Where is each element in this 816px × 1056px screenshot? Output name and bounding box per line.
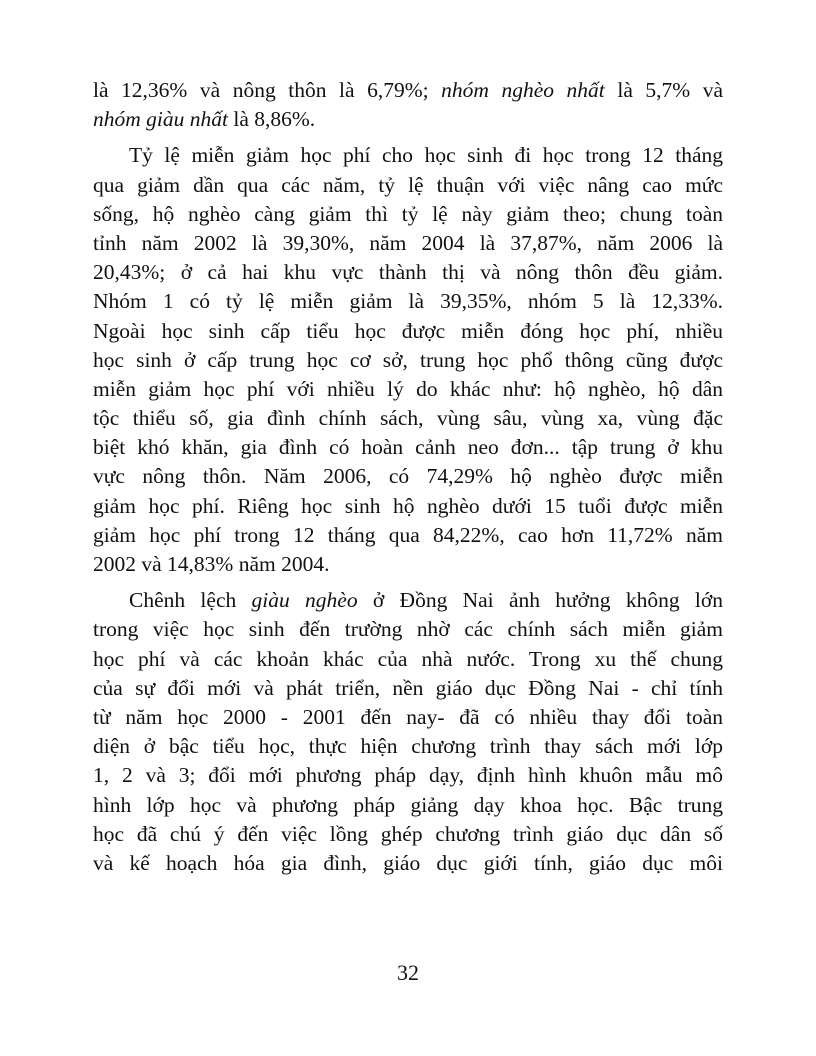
text-run: học sinh ở cấp trung học cơ sở, trung học phổ thông cũng được (93, 347, 723, 372)
text-run: diện ở bậc tiểu học, thực hiện chương trình thay sách mới lớp (93, 734, 723, 759)
text-run: trong việc học sinh đến trường nhờ các chính sách miễn giảm (93, 617, 723, 642)
text-run: là 8,86%. (227, 107, 316, 132)
body-text (93, 76, 723, 878)
text-line (93, 76, 723, 105)
text-run: tộc thiểu số, gia đình chính sách, vùng sâu, vùng xa, vùng đặc (93, 406, 723, 431)
text-run: là 5,7% và (604, 78, 724, 102)
text-line (93, 375, 723, 404)
text-line (93, 703, 723, 732)
text-run: qua giảm dần qua các năm, tỷ lệ thuận với việc nâng cao mức (93, 172, 723, 197)
text-run: giảm học phí trong 12 tháng qua 84,22%, cao hơn 11,72% năm (93, 522, 723, 547)
text-run: sống, hộ nghèo càng giảm thì tỷ lệ này giảm theo; chung toàn (93, 201, 723, 226)
text-line (93, 171, 723, 200)
text-line (93, 492, 723, 521)
text-line (93, 346, 723, 375)
paragraph (93, 141, 723, 579)
paragraph (93, 586, 723, 878)
text-run: miễn giảm học phí với nhiều lý do khác như: hộ nghèo, hộ dân (93, 376, 723, 401)
text-line (93, 258, 723, 287)
text-line (93, 462, 723, 491)
text-line (93, 229, 723, 258)
text-line (93, 317, 723, 346)
paragraph-gap (93, 134, 723, 141)
text-line (93, 645, 723, 674)
text-line (93, 200, 723, 229)
page-number: 32 (397, 960, 419, 985)
text-line (93, 433, 723, 462)
italic-phrase: nhóm nghèo nhất (441, 78, 605, 102)
text-line (93, 791, 723, 820)
text-run: của sự đổi mới và phát triển, nền giáo dục Đồng Nai - chỉ tính (93, 675, 723, 700)
text-line (93, 820, 723, 849)
text-run: 20,43%; ở cả hai khu vực thành thị và nông thôn đều giảm. (93, 260, 723, 285)
text-run: tỉnh năm 2002 là 39,30%, năm 2004 là 37,87%, năm 2006 là (93, 230, 723, 255)
text-line (93, 586, 723, 615)
text-run: 1, 2 và 3; đổi mới phương pháp dạy, định hình khuôn mẫu mô (93, 763, 723, 788)
paragraph (93, 76, 723, 134)
text-line (93, 615, 723, 644)
text-run: hình lớp học và phương pháp giảng dạy khoa học. Bậc trung (93, 792, 723, 817)
text-run: là 12,36% và nông thôn là 6,79%; (93, 78, 442, 102)
paragraph-gap (93, 579, 723, 586)
text-run: Chênh lệch (129, 588, 252, 613)
text-line (93, 404, 723, 433)
text-line (93, 550, 723, 579)
text-line (93, 732, 723, 761)
text-run: Tỷ lệ miễn giảm học phí cho học sinh đi học trong 12 tháng (129, 143, 723, 168)
italic-phrase: giàu nghèo (251, 588, 358, 613)
text-run: 2002 và 14,83% năm 2004. (93, 552, 330, 576)
text-run: Nhóm 1 có tỷ lệ miễn giảm là 39,35%, nhóm 5 là 12,33%. (93, 289, 723, 314)
text-run: vực nông thôn. Năm 2006, có 74,29% hộ nghèo được miễn (93, 464, 723, 489)
text-line (93, 141, 723, 170)
text-line (93, 521, 723, 550)
text-run: học phí và các khoản khác của nhà nước. Trong xu thế chung (93, 646, 723, 671)
text-line (93, 287, 723, 316)
italic-phrase: nhóm giàu nhất (93, 107, 228, 132)
text-line (93, 674, 723, 703)
text-run: từ năm học 2000 - 2001 đến nay- đã có nhiều thay đổi toàn (93, 704, 723, 729)
text-run: biệt khó khăn, gia đình có hoàn cảnh neo đơn... tập trung ở khu (93, 435, 723, 460)
text-line (93, 849, 723, 878)
text-run: học đã chú ý đến việc lồng ghép chương trình giáo dục dân số (93, 821, 723, 846)
text-run: Ngoài học sinh cấp tiểu học được miễn đóng học phí, nhiều (93, 318, 723, 343)
text-run: ở Đồng Nai ảnh hưởng không lớn (357, 588, 723, 613)
text-run: và kế hoạch hóa gia đình, giáo dục giới tính, giáo dục môi (93, 850, 723, 875)
text-line (93, 105, 723, 134)
text-run: giảm học phí. Riêng học sinh hộ nghèo dưới 15 tuổi được miễn (93, 493, 723, 518)
text-line (93, 761, 723, 790)
